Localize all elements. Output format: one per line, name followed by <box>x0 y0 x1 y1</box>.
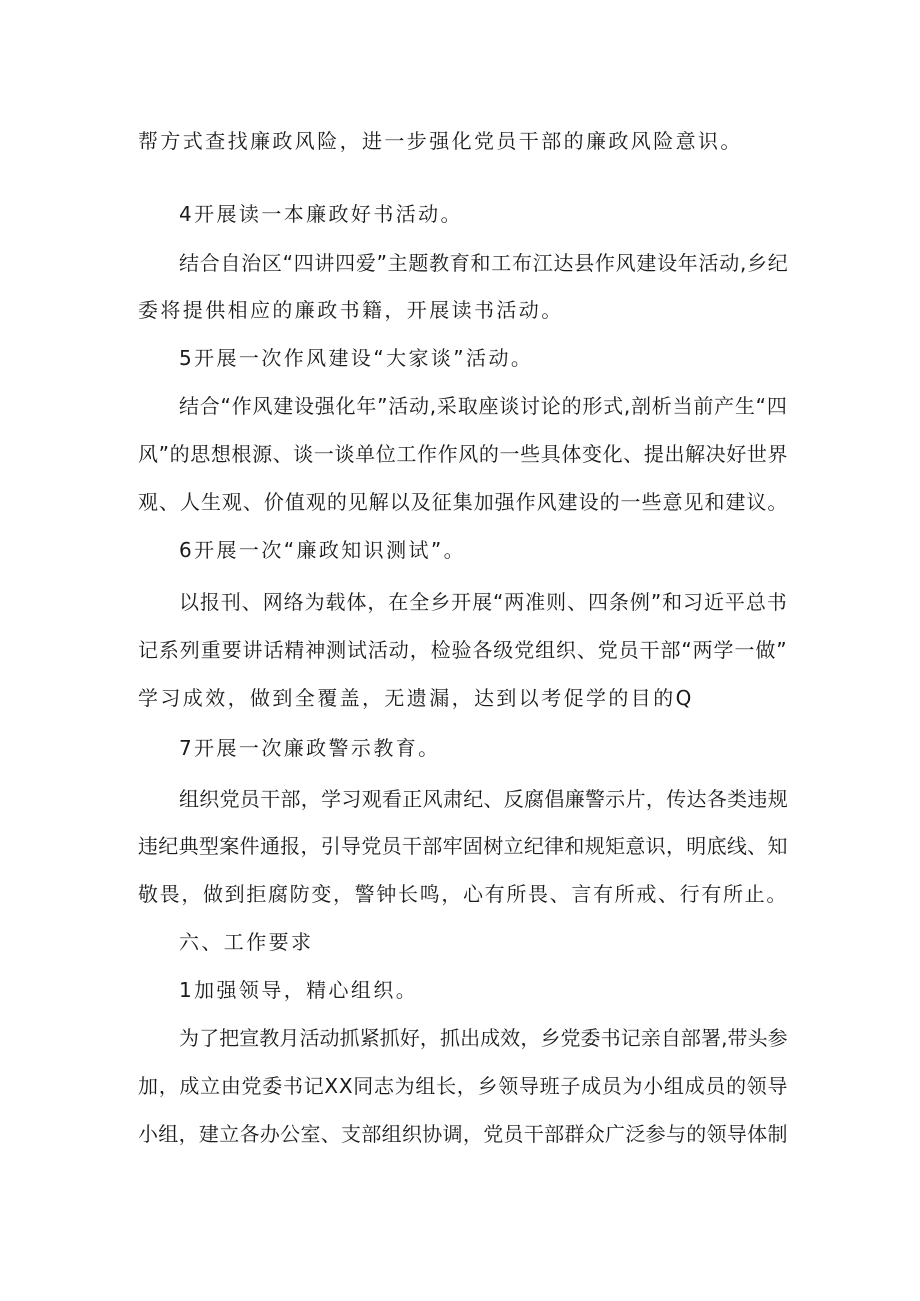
section-heading: 1加强领导，精心组织。 <box>179 978 419 1002</box>
section-heading: 5开展一次作风建设“大家谈”活动。 <box>179 346 534 370</box>
text-line: 结合“作风建设强化年”活动,采取座谈讨论的形式,剖析当前产生“四 <box>179 394 788 418</box>
text-line: 加，成立由党委书记XX同志为组长，乡领导班子成员为小组成员的领导 <box>138 1074 789 1098</box>
text-line: 风”的思想根源、谈一谈单位工作作风的一些具体变化、提出解决好世界 <box>138 442 789 466</box>
chapter-heading: 六、工作要求 <box>179 930 314 954</box>
text-line: 敬畏，做到拒腐防变，警钟长鸣，心有所畏、言有所戒、行有所止。 <box>138 882 788 906</box>
text-line: 小组，建立各办公室、支部组织协调，党员干部群众广泛参与的领导体制 <box>138 1122 788 1146</box>
text-line: 委将提供相应的廉政书籍，开展读书活动。 <box>138 298 564 322</box>
text-line: 组织党员干部，学习观看正风肃纪、反腐倡廉警示片，传达各类违规 <box>179 787 788 811</box>
text-line: 违纪典型案件通报，引导党员干部牢固树立纪律和规矩意识，明底线、知 <box>138 834 788 858</box>
section-heading: 6开展一次“廉政知识测试”。 <box>179 538 467 562</box>
text-line: 帮方式查找廉政风险，进一步强化党员干部的廉政风险意识。 <box>138 129 743 153</box>
section-heading: 7开展一次廉政警示教育。 <box>179 736 441 760</box>
section-heading: 4开展读一本廉政好书活动。 <box>179 202 463 226</box>
text-line: 记系列重要讲话精神测试活动，检验各级党组织、党员干部“两学一做” <box>138 638 788 662</box>
text-line: 观、人生观、价值观的见解以及征集加强作风建设的一些意见和建议。 <box>138 490 789 514</box>
text-line: 为了把宣教月活动抓紧抓好，抓出成效，乡党委书记亲自部署,带头参 <box>179 1026 788 1050</box>
text-line: 学习成效，做到全覆盖，无遗漏，达到以考促学的目的Q <box>138 686 694 710</box>
text-line: 结合自治区“四讲四爱”主题教育和工布江达县作风建设年活动,乡纪 <box>179 251 789 275</box>
text-line: 以报刊、网络为载体，在全乡开展“两准则、四条例”和习近平总书 <box>179 590 788 614</box>
